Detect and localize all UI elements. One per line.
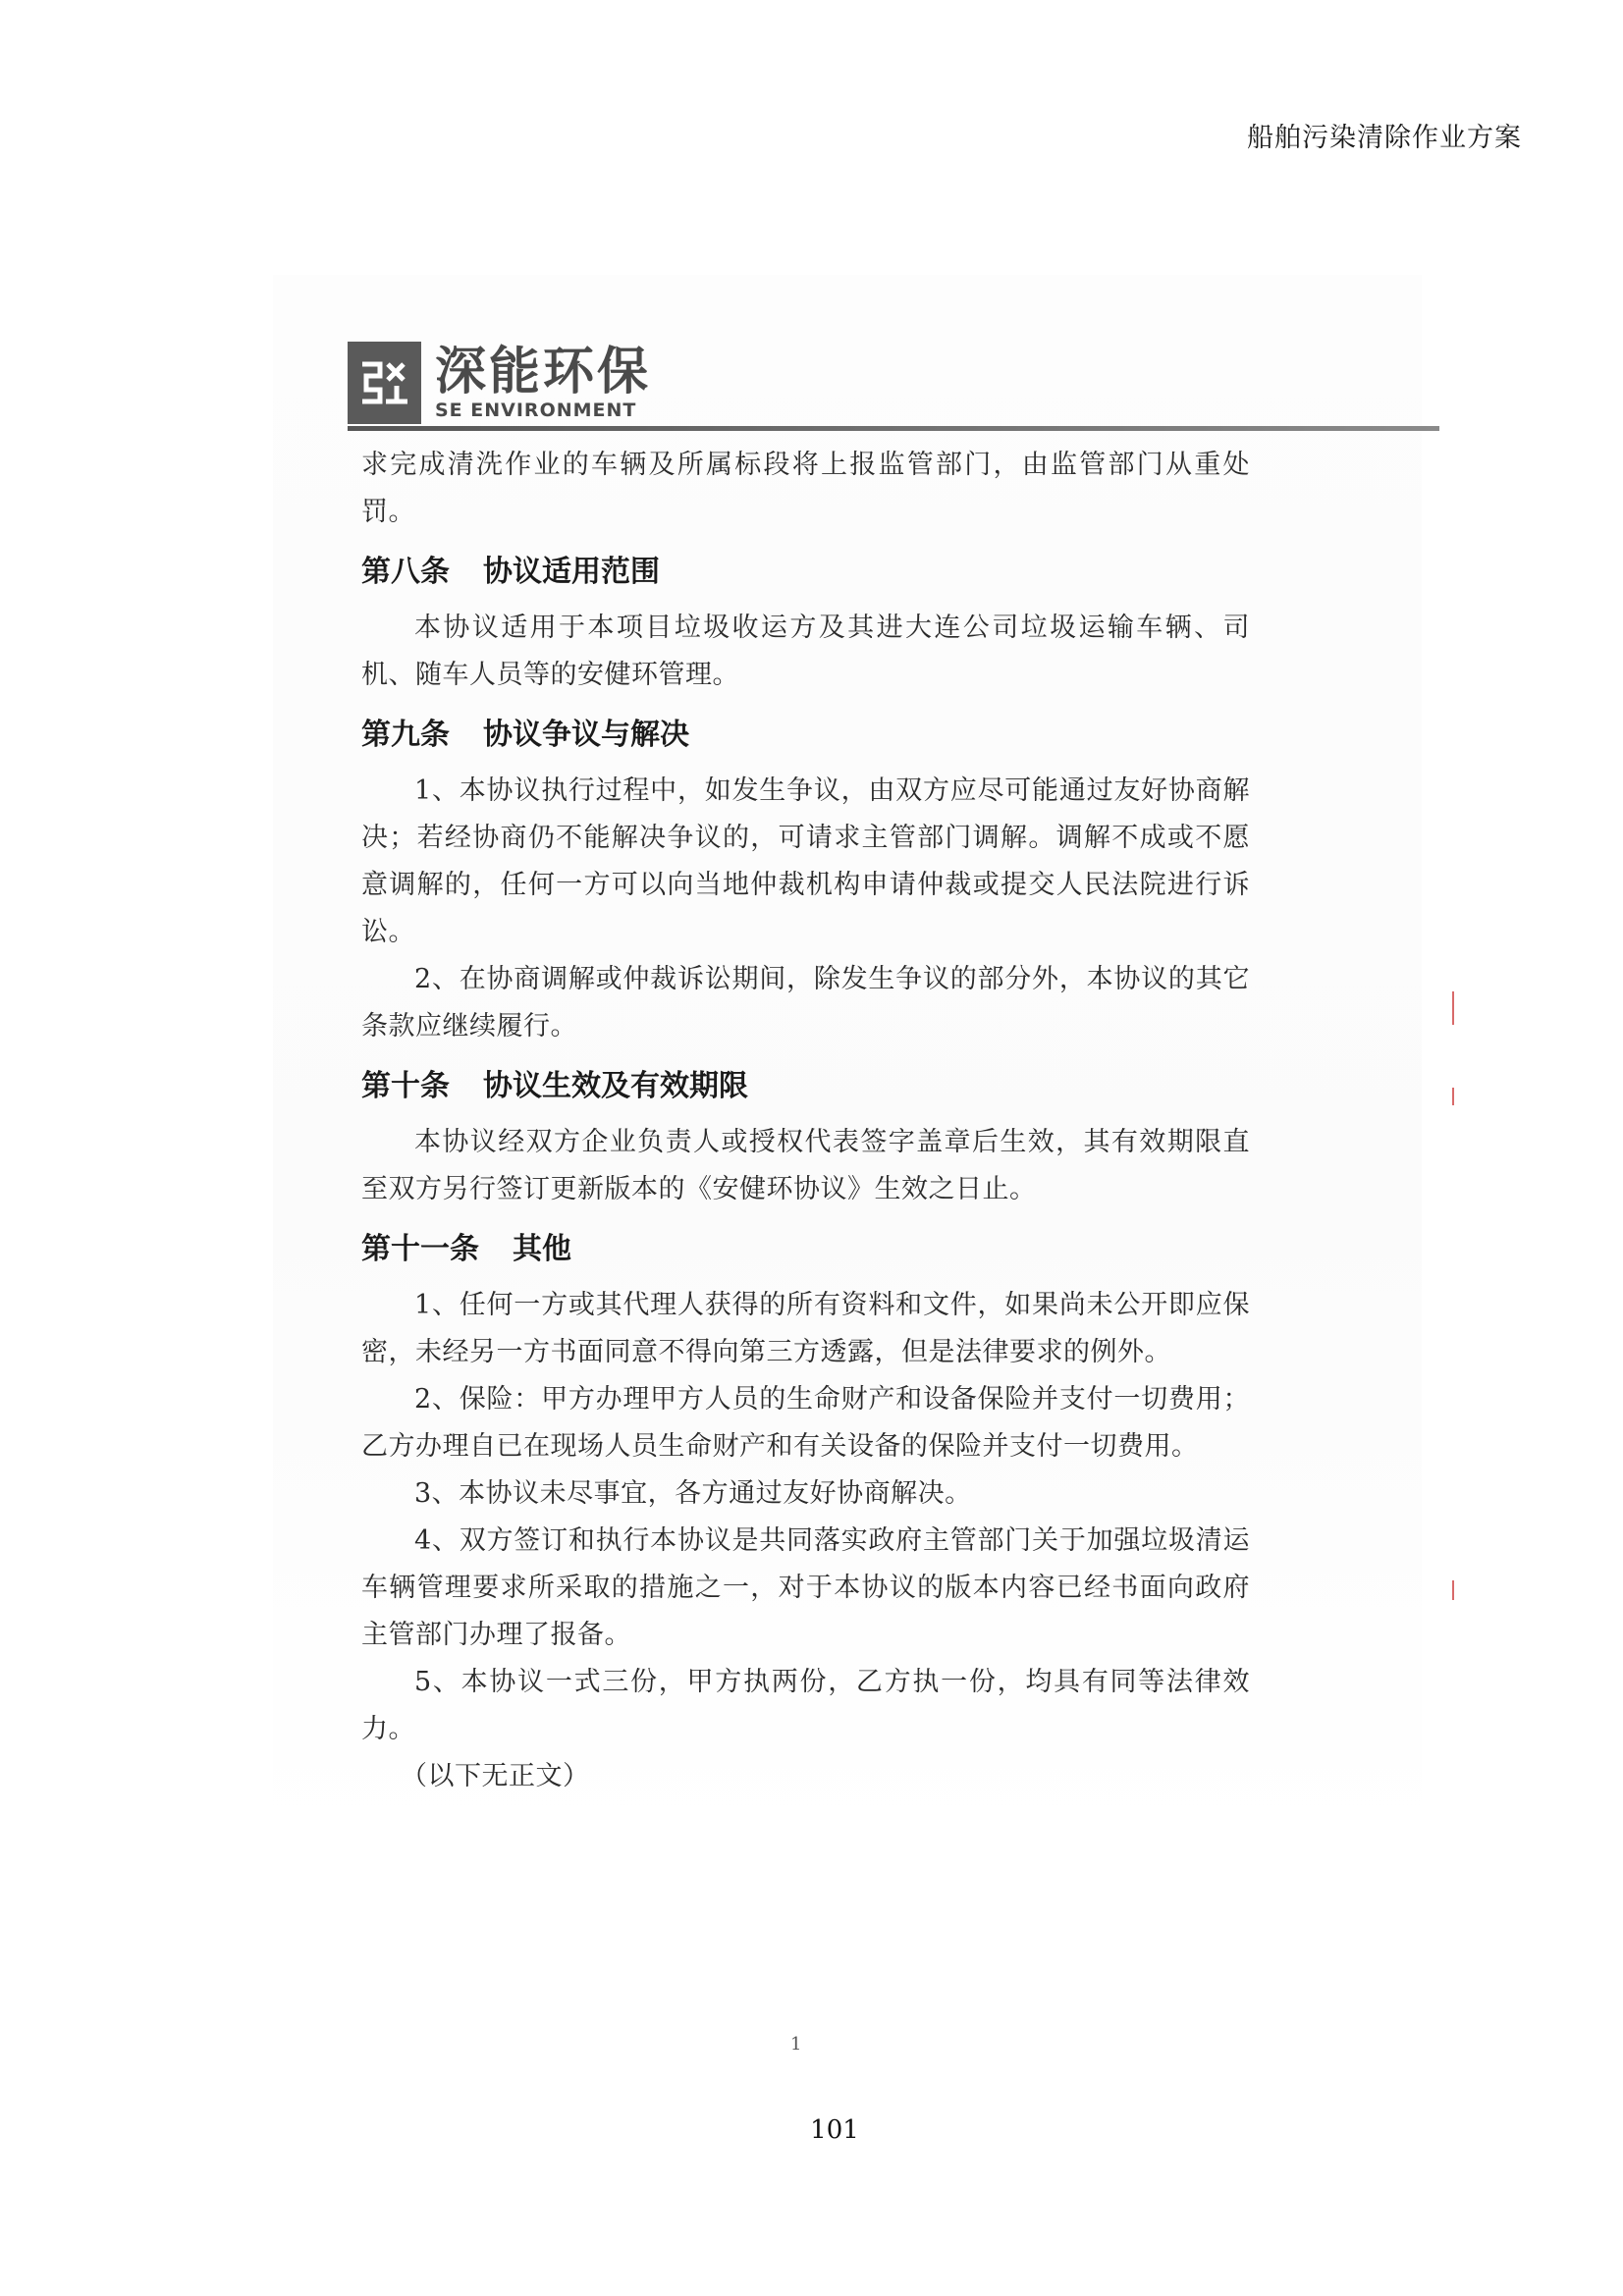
logo-glyph-icon bbox=[354, 352, 415, 413]
article-number: 第九条 bbox=[361, 718, 450, 752]
article-title: 其他 bbox=[513, 1232, 571, 1266]
article-paragraph: 本协议适用于本项目垃圾收运方及其进大连公司垃圾运输车辆、司机、随车人员等的安健环管理。 bbox=[361, 613, 1250, 690]
article-title: 协议适用范围 bbox=[483, 555, 660, 589]
article-paragraph: 本协议经双方企业负责人或授权代表签字盖章后生效，其有效期限直至双方另行签订更新版本的《安健环协议》生效之日止。 bbox=[361, 1127, 1250, 1204]
article-paragraph: 5、本协议一式三份，甲方执两份，乙方执一份，均具有同等法律效力。 bbox=[361, 1667, 1250, 1744]
article-heading bbox=[361, 713, 1250, 758]
article-paragraph: 1、任何一方或其代理人获得的所有资料和文件，如果尚未公开即应保密，未经另一方书面同意不得向第三方透露，但是法律要求的例外。 bbox=[361, 1290, 1250, 1367]
article-heading bbox=[361, 1227, 1250, 1272]
article-number: 第十一条 bbox=[361, 1232, 479, 1266]
article-title: 协议生效及有效期限 bbox=[483, 1069, 748, 1103]
article-number: 第十条 bbox=[361, 1069, 450, 1103]
article-title: 协议争议与解决 bbox=[483, 718, 689, 752]
article-11 bbox=[361, 1227, 1250, 1753]
article-10 bbox=[361, 1064, 1250, 1213]
seal-edge-mark bbox=[1452, 991, 1454, 1025]
seal-edge-mark bbox=[1452, 1580, 1454, 1600]
company-logo bbox=[348, 336, 651, 430]
inner-page-mark: 1 bbox=[790, 2034, 802, 2055]
article-9 bbox=[361, 713, 1250, 1050]
lead-line: 求完成清洗作业的车辆及所属标段将上报监管部门，由监管部门从重处罚。 bbox=[361, 450, 1250, 527]
article-paragraph: 4、双方签订和执行本协议是共同落实政府主管部门关于加强垃圾清运车辆管理要求所采取的措施之一，对于本协议的版本内容已经书面向政府主管部门办理了报备。 bbox=[361, 1525, 1250, 1650]
article-heading bbox=[361, 550, 1250, 595]
logo-name-en: SE ENVIRONMENT bbox=[435, 400, 637, 421]
article-paragraph: 2、保险：甲方办理甲方人员的生命财产和设备保险并支付一切费用；乙方办理自已在现场人员生命财产和有关设备的保险并支付一切费用。 bbox=[361, 1384, 1250, 1462]
article-paragraph: 3、本协议未尽事宜，各方通过友好协商解决。 bbox=[414, 1478, 972, 1509]
article-number: 第八条 bbox=[361, 555, 450, 589]
article-heading bbox=[361, 1064, 1250, 1109]
closing-note: （以下无正文） bbox=[401, 1761, 590, 1791]
running-header: 船舶污染清除作业方案 bbox=[1247, 123, 1522, 153]
seal-edge-mark bbox=[1452, 1088, 1454, 1105]
logo-mark-icon bbox=[348, 342, 421, 424]
page-number: 101 bbox=[810, 2115, 859, 2145]
logo-name-cn: 深能环保 bbox=[435, 343, 652, 401]
article-paragraph: 1、本协议执行过程中，如发生争议，由双方应尽可能通过友好协商解决；若经协商仍不能解决争议的，可请求主管部门调解。调解不成或不愿意调解的，任何一方可以向当地仲裁机构申请仲裁或提交人民法院进行诉讼。 bbox=[361, 775, 1250, 947]
article-paragraph: 2、在协商调解或仲裁诉讼期间，除发生争议的部分外，本协议的其它条款应继续履行。 bbox=[361, 964, 1250, 1041]
document-body bbox=[361, 442, 1250, 1800]
header-rule bbox=[348, 426, 1439, 431]
article-8 bbox=[361, 550, 1250, 699]
